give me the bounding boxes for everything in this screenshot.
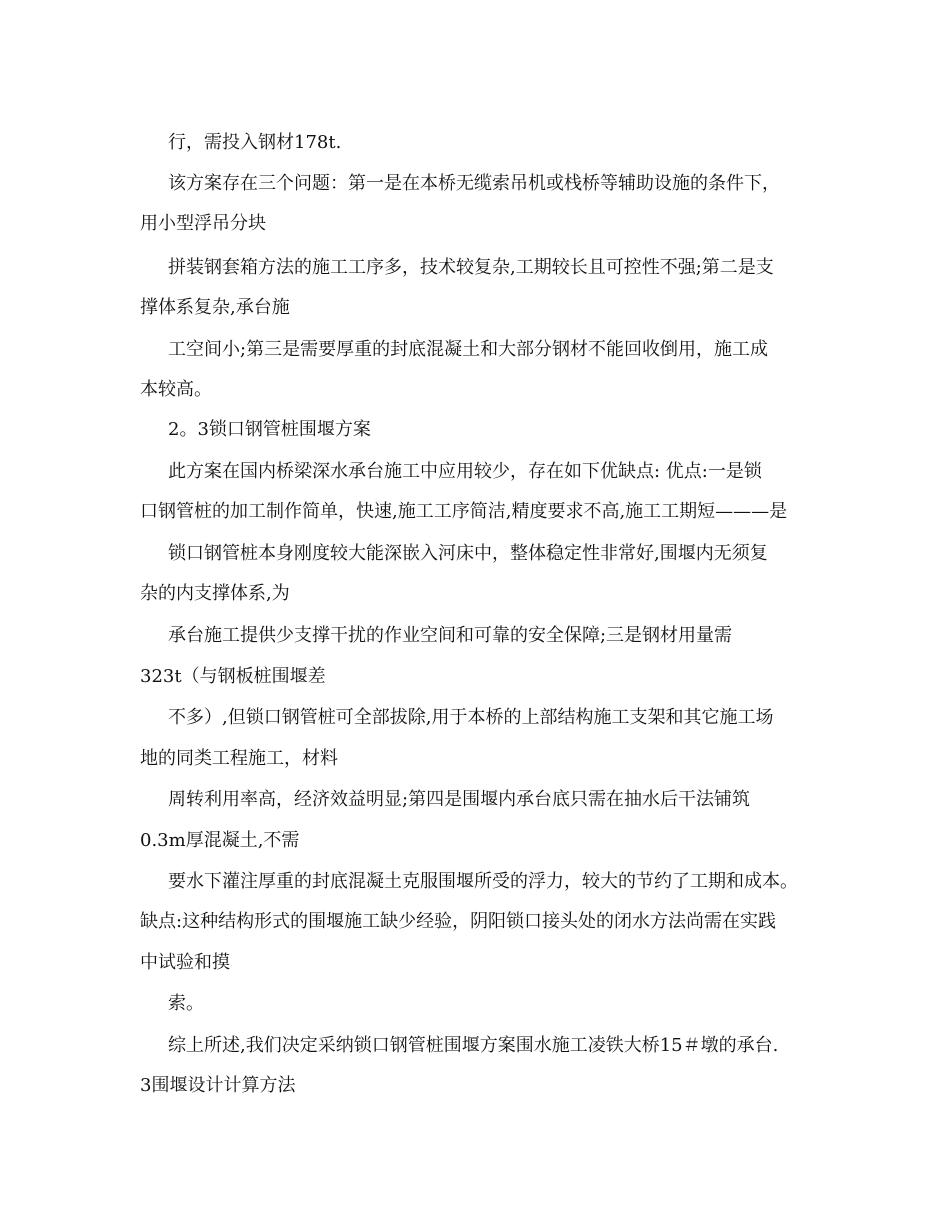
text-line: 综上所述,我们决定采纳锁口钢管桩围堰方案围水施工凌铁大桥15＃墩的承台. [168, 1035, 779, 1056]
text-line: 0.3m厚混凝土,不需 [140, 830, 300, 851]
section-heading: 2。3锁口钢管桩围堰方案 [168, 419, 371, 440]
text-line: 缺点:这种结构形式的围堰施工缺少经验，阴阳锁口接头处的闭水方法尚需在实践 [140, 911, 777, 932]
text-line: 口钢管桩的加工制作简单，快速,施工工序简洁,精度要求不高,施工工期短———是 [140, 501, 788, 522]
text-line: 该方案存在三个问题：第一是在本桥无缆索吊机或栈桥等辅助设施的条件下， [168, 173, 780, 194]
text-line: 拼装钢套箱方法的施工工序多，技术较复杂,工期较长且可控性不强;第二是支 [168, 257, 774, 278]
text-line: 中试验和摸 [140, 952, 230, 973]
text-line: 锁口钢管桩本身刚度较大能深嵌入河床中，整体稳定性非常好,围堰内无须复 [168, 543, 768, 564]
text-line: 周转利用率高，经济效益明显;第四是围堰内承台底只需在抽水后干法铺筑 [168, 789, 751, 810]
text-line: 要水下灌注厚重的封底混凝土克服围堰所受的浮力，较大的节约了工期和成本。 [168, 871, 798, 892]
text-line: 本较高。 [140, 379, 212, 400]
text-line: 此方案在国内桥梁深水承台施工中应用较少，存在如下优缺点: 优点:一是锁 [168, 461, 762, 482]
text-line: 323t（与钢板桩围堰差 [140, 666, 326, 687]
text-line: 撑体系复杂,承台施 [140, 297, 290, 318]
text-line: 杂的内支撑体系,为 [140, 583, 290, 604]
text-line: 地的同类工程施工，材料 [140, 748, 338, 769]
section-heading: 3围堰设计计算方法 [140, 1075, 296, 1096]
text-line: 承台施工提供少支撑干扰的作业空间和可靠的安全保障;三是钢材用量需 [168, 625, 733, 646]
text-line: 用小型浮吊分块 [140, 213, 266, 234]
text-line: 索。 [168, 993, 204, 1014]
text-line: 工空间小;第三是需要厚重的封底混凝土和大部分钢材不能回收倒用，施工成 [168, 339, 769, 360]
text-line: 不多）,但锁口钢管桩可全部拔除,用于本桥的上部结构施工支架和其它施工场 [168, 707, 774, 728]
text-line: 行，需投入钢材178t. [168, 132, 342, 153]
